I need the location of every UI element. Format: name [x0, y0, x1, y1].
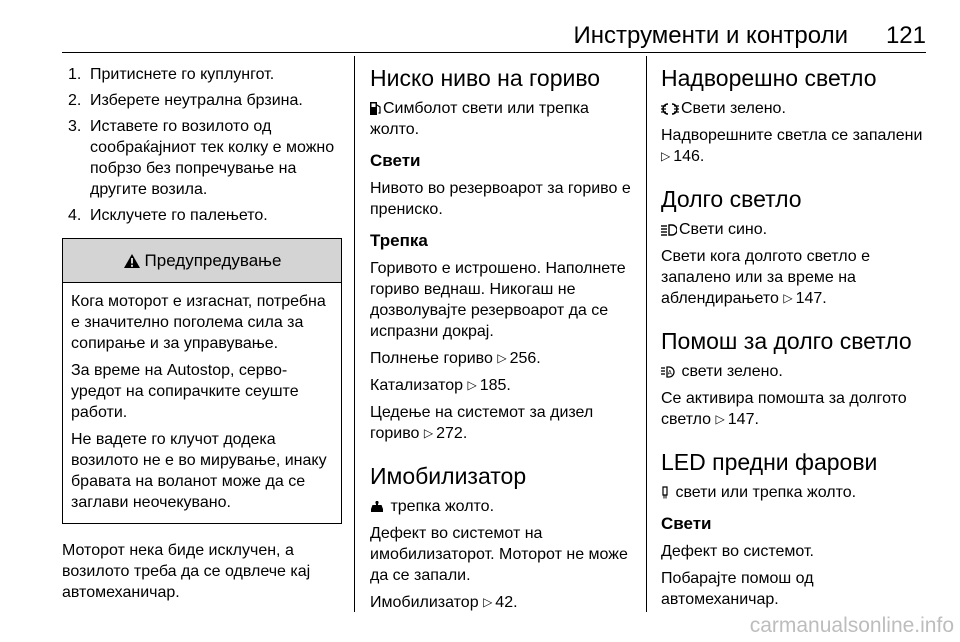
reference-label: Цедење на системот за дизел гориво	[370, 404, 594, 442]
low-fuel-lit-text: Нивото во резервоарот за гориво е прениско.	[370, 180, 631, 218]
immobilizer-desc-text: трепка жолто.	[390, 498, 495, 515]
high-beam-text-body: Свети кога долгото светло е запалено или за време на аблендирањето	[661, 248, 871, 307]
column-divider	[646, 56, 647, 612]
reference-refuel	[370, 348, 635, 369]
reference-page[interactable]: 147.	[795, 290, 827, 307]
page-reference-arrow-icon: ▷	[467, 378, 477, 392]
immobilizer-desc	[370, 496, 635, 517]
led-desc	[661, 482, 933, 503]
step-number: 1.	[68, 66, 82, 83]
list-item	[62, 205, 342, 226]
step-text: Притиснете го куплунгот.	[90, 66, 275, 83]
column-left	[62, 56, 342, 609]
step-number: 3.	[68, 118, 82, 135]
high-beam-text	[661, 246, 933, 309]
warning-paragraph: Не вадете го клучот додека возилото не е во мирување, инаку бравата на воланот може да се заглави неочекувано.	[71, 431, 327, 511]
section-title-immobilizer: Имобилизатор	[370, 463, 527, 489]
led-desc-text: свети или трепка жолто.	[675, 484, 857, 501]
reference-page[interactable]: 146.	[673, 148, 705, 165]
list-item	[62, 116, 342, 200]
exterior-text	[661, 125, 933, 167]
header-title: Инструменти и контроли	[573, 22, 848, 49]
warning-paragraph: За време на Autostop, серво-уредот на сопирачките сеуште работи.	[71, 362, 299, 421]
reference-label: Полнење гориво	[370, 350, 493, 367]
exterior-light-icon	[661, 103, 679, 115]
page-reference-arrow-icon: ▷	[661, 149, 671, 163]
column-divider	[354, 56, 355, 612]
page-number: 121	[885, 22, 926, 49]
fuel-pump-icon	[370, 101, 381, 115]
warning-paragraph: Кога моторот е изгаснат, потребна е значително поголема сила за сопирање и за управување.	[71, 293, 326, 352]
reference-page[interactable]: 256.	[509, 350, 541, 367]
exterior-desc	[661, 98, 933, 119]
high-beam-icon	[661, 224, 677, 236]
reference-diesel-bleed	[370, 402, 635, 444]
watermark: carmanualsonline.info	[749, 614, 954, 637]
reference-page[interactable]: 147.	[727, 411, 759, 428]
warning-header	[63, 239, 341, 283]
reference-label: Катализатор	[370, 377, 464, 394]
subheading-flash: Трепка	[370, 231, 428, 250]
section-title-low-fuel: Ниско ниво на гориво	[370, 65, 601, 91]
high-beam-assist-icon	[661, 366, 675, 378]
page-reference-arrow-icon: ▷	[497, 351, 507, 365]
high-beam-desc	[661, 219, 933, 240]
assist-desc-text: свети зелено.	[681, 363, 783, 380]
low-fuel-desc	[370, 98, 635, 140]
led-headlight-icon	[661, 486, 669, 499]
reference-label: Имобилизатор	[370, 594, 479, 611]
page-reference-arrow-icon: ▷	[715, 412, 725, 426]
section-title-exterior-light: Надворешно светло	[661, 65, 877, 91]
section-title-high-beam: Долго светло	[661, 186, 802, 212]
subheading-lit: Свети	[370, 151, 421, 170]
page-reference-arrow-icon: ▷	[783, 291, 793, 305]
high-beam-desc-text: Свети сино.	[679, 221, 768, 238]
reference-page[interactable]: 272.	[436, 425, 468, 442]
assist-text-body: Се активира помошта за долгото светло	[661, 390, 907, 428]
step-text: Исклучете го палењето.	[90, 207, 268, 224]
exterior-desc-text: Свети зелено.	[681, 100, 786, 117]
assist-desc	[661, 361, 933, 382]
low-fuel-desc-text: Симболот свети или трепка жолто.	[370, 100, 589, 138]
assist-text	[661, 388, 933, 430]
reference-catalyst	[370, 375, 635, 396]
reference-page[interactable]: 185.	[479, 377, 511, 394]
reference-immobilizer	[370, 592, 635, 613]
section-title-led-headlights: LED предни фарови	[661, 449, 878, 475]
column-middle	[370, 56, 635, 619]
led-text-2: Побарајте помош од автомеханичар.	[661, 570, 814, 608]
column-right	[661, 56, 933, 616]
step-text: Изберете неутрална брзина.	[90, 92, 303, 109]
towing-note: Моторот нека биде исклучен, а возилото треба да се одвлече кај автомеханичар.	[62, 542, 311, 601]
step-text: Иставете го возилото од сообраќајниот тек колку е можно побрзо без попречување на другите возила.	[90, 118, 335, 198]
warning-body	[63, 283, 341, 523]
warning-title: Предупредување	[144, 251, 282, 270]
page-header	[62, 0, 926, 53]
low-fuel-flash-text: Горивото е истрошено. Наполнете гориво веднаш. Никогаш не дозволувајте резервоарот да се испразни докрај.	[370, 260, 626, 340]
list-item	[62, 90, 342, 111]
warning-box	[62, 238, 342, 524]
warning-triangle-icon	[123, 253, 141, 269]
page-reference-arrow-icon: ▷	[483, 595, 493, 609]
led-text-1: Дефект во системот.	[661, 543, 814, 560]
section-title-high-beam-assist: Помош за долго светло	[661, 328, 912, 354]
exterior-text-body: Надворешните светла се запалени	[661, 127, 923, 144]
list-item	[62, 64, 342, 85]
immobilizer-car-key-icon	[370, 501, 384, 513]
page-reference-arrow-icon: ▷	[423, 426, 434, 440]
reference-page[interactable]: 42.	[495, 594, 518, 611]
step-list	[62, 64, 342, 226]
step-number: 4.	[68, 207, 82, 224]
immobilizer-text: Дефект во системот на имобилизаторот. Моторот не може да се запали.	[370, 525, 628, 584]
subheading-lit: Свети	[661, 514, 712, 533]
step-number: 2.	[68, 92, 82, 109]
svg-text:A: A	[667, 369, 672, 377]
